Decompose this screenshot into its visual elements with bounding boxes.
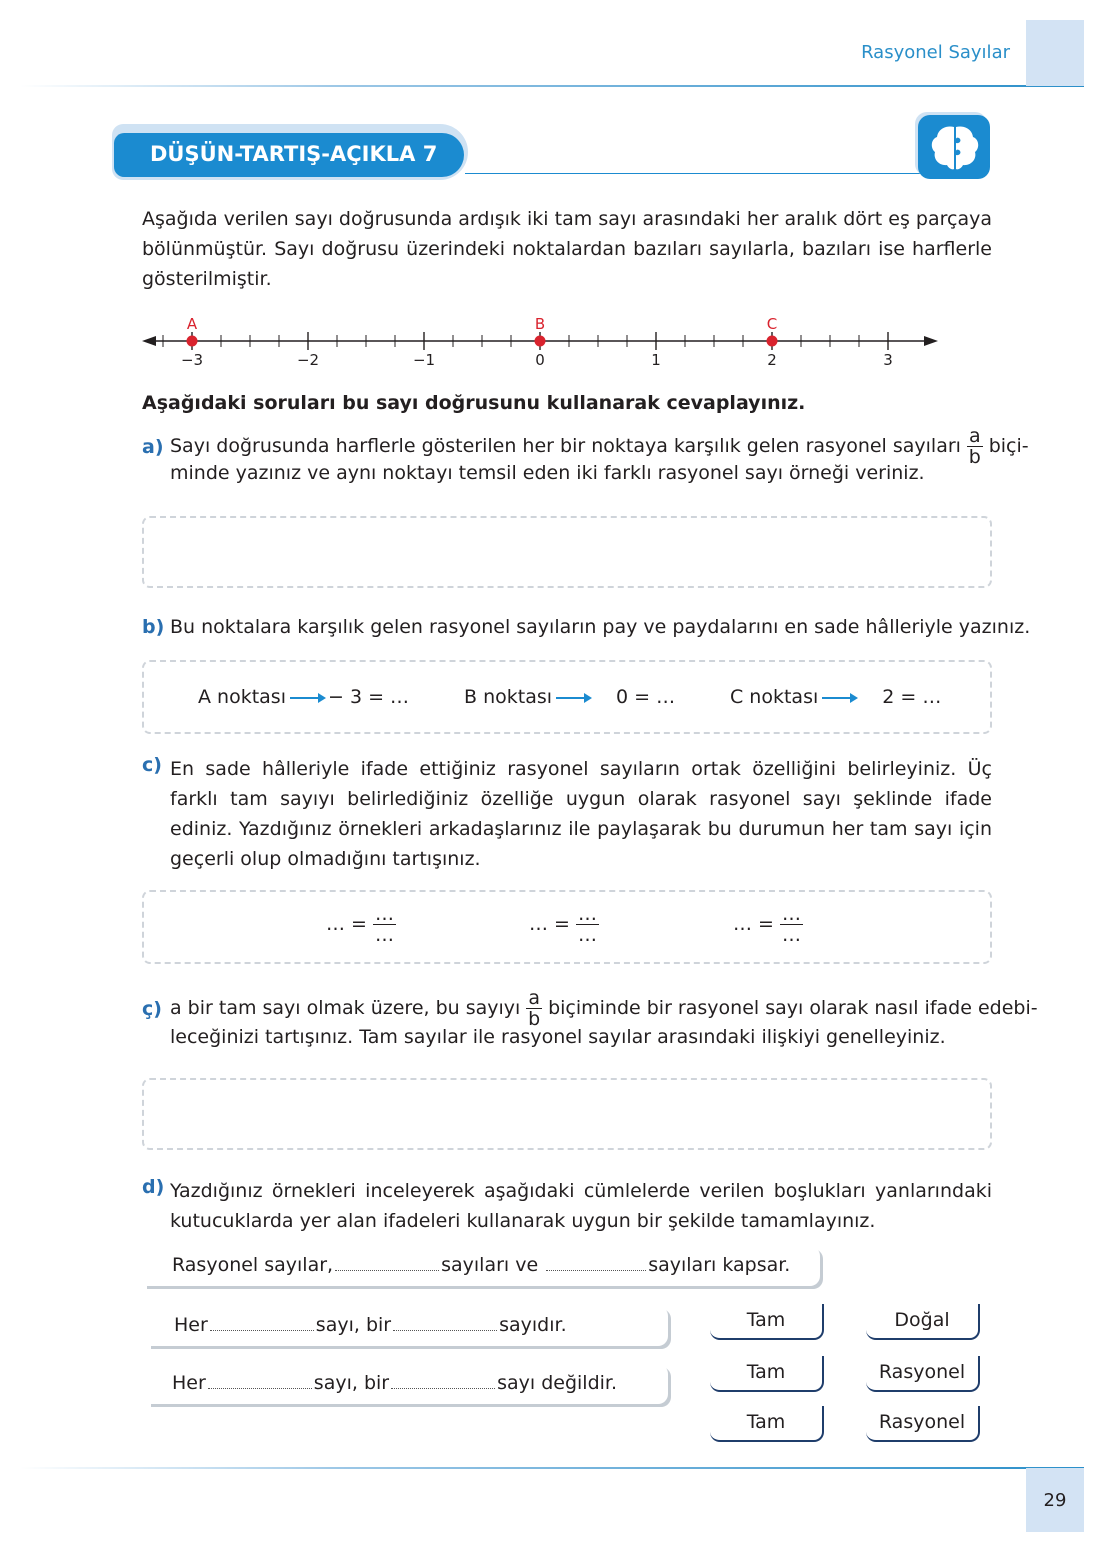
tick-label: −3 <box>180 351 204 369</box>
point-b-row <box>464 686 675 708</box>
equation-2 <box>529 904 599 945</box>
point-c-label: C noktası <box>730 686 819 708</box>
fraction-a-over-b: $\frac{a}{b}$ <box>968 425 981 468</box>
footer-divider <box>20 1467 1084 1469</box>
header-corner-block <box>1026 20 1084 86</box>
question-d-text: Yazdığınız örnekleri inceleyerek aşağıdaki cümlelerde verilen boşlukları yanlarındaki kutucuklarda yer alan ifadeleri kullanarak uygun bir şekilde tamamlayınız. <box>170 1180 992 1232</box>
equation-fraction: $\frac{\dots}{\dots}$ <box>578 903 598 946</box>
answer-box-cc[interactable] <box>142 1078 992 1150</box>
left-arrow-icon <box>142 336 156 346</box>
equation-fraction: $\frac{\dots}{\dots}$ <box>782 903 802 946</box>
point-label: B <box>534 315 546 333</box>
question-cc-line2: leceğinizi tartışınız. Tam sayılar ile rasyonel sayılar arasındaki ilişkiyi genelleyiniz. <box>170 1026 946 1048</box>
question-c-text: En sade hâlleriyle ifade ettiğiniz rasyonel sayıların ortak özelliğini belirleyiniz. Üç farklı tam sayıyı belirlediğiniz özelliğe uygun olarak rasyonel sayı şeklinde ifade ediniz. Yazdığınız örnekleri arkadaşlarınız ile paylaşarak bu durumun her tam sayı için geçerli olup olmadığını tartışınız. <box>170 758 992 870</box>
blank-field[interactable] <box>393 1330 497 1331</box>
blank-field[interactable] <box>391 1388 495 1389</box>
brain-puzzle-icon <box>918 115 990 179</box>
right-arrow-icon <box>924 336 938 346</box>
arrow-icon <box>556 697 590 699</box>
tick-label: 0 <box>535 351 545 369</box>
question-a-line2: minde yazınız ve aynı noktayı temsil eden iki farklı rasyonel sayı örneği veriniz. <box>170 462 925 484</box>
sentence-1: Rasyonel sayılar, sayıları ve sayıları kapsar. <box>144 1246 820 1286</box>
point-b-label: B noktası <box>464 686 553 708</box>
equation-lhs: … = <box>529 913 570 935</box>
word-card-tam[interactable]: Tam <box>710 1356 824 1392</box>
tick-label: 1 <box>651 351 661 369</box>
point-a-row <box>198 686 409 708</box>
blank-field[interactable] <box>335 1270 439 1271</box>
question-b-text: Bu noktalara karşılık gelen rasyonel sayıların pay ve paydalarını en sade hâlleriyle yazınız. <box>170 616 1031 638</box>
instruction-text: Aşağıdaki soruları bu sayı doğrusunu kullanarak cevaplayınız. <box>142 392 806 414</box>
equation-lhs: … = <box>733 913 774 935</box>
word-card-rasyonel[interactable]: Rasyonel <box>866 1356 980 1392</box>
word-card-tam[interactable]: Tam <box>710 1304 824 1340</box>
question-a-text-after: biçi- <box>988 435 1029 457</box>
point-a-expression: − 3 = … <box>327 686 410 708</box>
tick-label: −2 <box>296 351 320 369</box>
arrow-icon <box>822 697 856 699</box>
question-a-label: a) <box>142 436 164 458</box>
question-d-label: d) <box>142 1176 165 1198</box>
banner-rule <box>465 173 923 174</box>
equation-fraction: $\frac{\dots}{\dots}$ <box>375 903 395 946</box>
chapter-title: Rasyonel Sayılar <box>861 42 1010 63</box>
point-a-label: A noktası <box>198 686 286 708</box>
answer-box-a[interactable] <box>142 516 992 588</box>
point-label: C <box>766 315 778 333</box>
tick-label: 3 <box>883 351 893 369</box>
header-divider <box>20 85 1084 87</box>
sentence-2: Her sayı, bir sayıdır. <box>148 1306 668 1346</box>
equation-3 <box>733 904 803 945</box>
question-cc-text-after: biçiminde bir rasyonel sayı olarak nasıl ifade edebi- <box>548 997 1038 1019</box>
point-marker <box>535 336 546 347</box>
blank-field[interactable] <box>208 1388 312 1389</box>
word-card-dogal[interactable]: Doğal <box>866 1304 980 1340</box>
tick-label: 2 <box>767 351 777 369</box>
page-number: 29 <box>1043 1490 1067 1511</box>
equation-lhs: … = <box>326 913 367 935</box>
blank-field[interactable] <box>546 1270 646 1271</box>
section-title: DÜŞÜN-TARTIŞ-AÇIKLA 7 <box>150 142 438 166</box>
question-b-label: b) <box>142 616 165 638</box>
point-b-expression: 0 = … <box>616 686 676 708</box>
equation-1 <box>326 904 396 945</box>
number-line <box>140 308 940 374</box>
question-cc-line1 <box>170 984 1038 1032</box>
blank-field[interactable] <box>210 1330 314 1331</box>
question-c-label: c) <box>142 754 162 776</box>
tick-label: −1 <box>412 351 436 369</box>
question-cc-text: a bir tam sayı olmak üzere, bu sayıyı <box>170 997 521 1019</box>
number-line-layer <box>142 315 938 369</box>
question-cc-label: ç) <box>142 998 162 1020</box>
word-card-tam[interactable]: Tam <box>710 1406 824 1442</box>
question-a-text: Sayı doğrusunda harflerle gösterilen her bir noktaya karşılık gelen rasyonel sayıları <box>170 435 961 457</box>
word-card-rasyonel[interactable]: Rasyonel <box>866 1406 980 1442</box>
fraction-a-over-b: $\frac{a}{b}$ <box>528 987 541 1030</box>
point-c-expression: 2 = … <box>882 686 942 708</box>
point-c-row <box>730 686 941 708</box>
point-marker <box>187 336 198 347</box>
sentence-3: Her sayı, bir sayı değildir. <box>148 1364 668 1404</box>
arrow-icon <box>290 697 324 699</box>
point-marker <box>767 336 778 347</box>
intro-paragraph: Aşağıda verilen sayı doğrusunda ardışık iki tam sayı arasındaki her aralık dört eş parçaya bölünmüştür. Sayı doğrusu üzerindeki noktalardan bazıları sayılarla, bazıları ise harflerle gösterilmiştir. <box>142 208 992 290</box>
point-label: A <box>186 315 198 333</box>
